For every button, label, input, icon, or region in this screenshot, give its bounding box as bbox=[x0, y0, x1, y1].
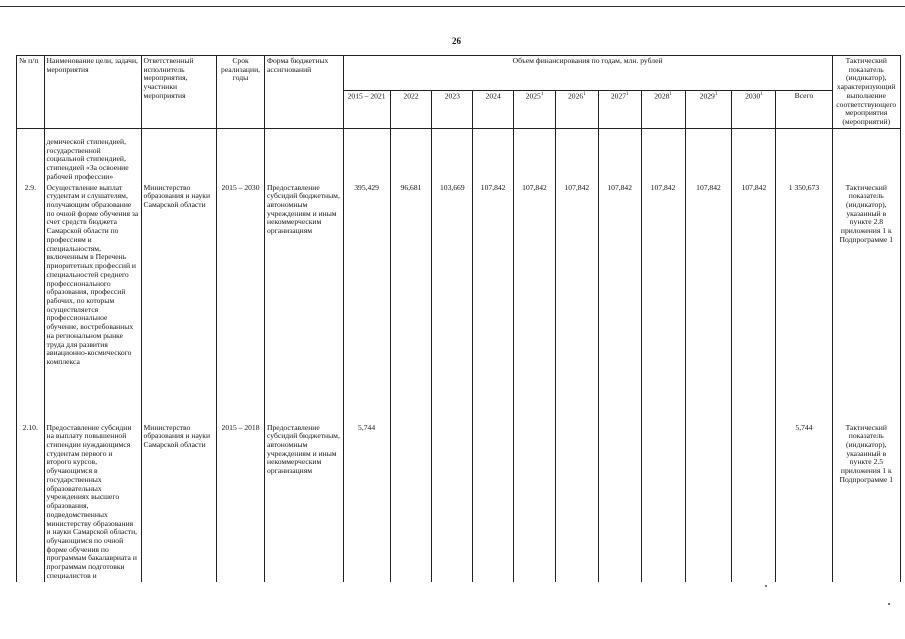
header-year: 2030$^1$ bbox=[732, 91, 776, 129]
row-value bbox=[732, 423, 776, 582]
header-year: 2023 bbox=[432, 91, 473, 129]
row-number: 2.10. bbox=[17, 423, 45, 582]
header-no: № п/п bbox=[17, 56, 45, 129]
row-value: 96,681 bbox=[390, 183, 432, 423]
row-term: 2015 – 2030 bbox=[217, 183, 265, 423]
row-value: 107,842 bbox=[641, 183, 685, 423]
header-year: 2028$^1$ bbox=[641, 91, 685, 129]
row-value bbox=[555, 423, 598, 582]
header-executor: Ответственный исполнитель мероприятия, участники мероприятия bbox=[141, 56, 217, 129]
row-total: 5,744 bbox=[776, 423, 832, 582]
funding-table bbox=[16, 55, 901, 582]
scan-speck bbox=[765, 585, 767, 587]
row-executor: Министерство образования и науки Самарской области bbox=[141, 423, 217, 582]
row-value bbox=[432, 423, 473, 582]
page-number: 26 bbox=[452, 36, 461, 46]
row-total: 1 350,673 bbox=[776, 183, 832, 423]
row-value bbox=[473, 423, 514, 582]
header-name: Наименование цели, задачи, мероприятия bbox=[44, 56, 141, 129]
header-year: 2022 bbox=[390, 91, 432, 129]
row-name: Предоставление субсидии на выплату повышенной стипендии нуждающимся студентам первого и второго курсов, обучающимся в государственных образовательных учреждениях высшего образования, подведомственных министерству образования и науки Самарской области, обучающимся по очной форме обучения по программам бакалавриата и программам подготовки специалистов и bbox=[44, 423, 141, 582]
row-value bbox=[641, 423, 685, 582]
row-value: 107,842 bbox=[473, 183, 514, 423]
row-name: Осуществление выплат студентам и слушателям, получающим образование по очной форме обучения за счет средств бюджета Самарской области по профессиям и специальностям, включенным в Перечень приоритетных профессий и специальностей среднего профессионального образования, профессий рабочих, по которым осуществляется профессиональное обучение, востребованных на региональном рынке труда для развития авиационно-космического комплекса bbox=[44, 183, 141, 423]
row-form: Предоставление субсидий бюджетным, автономным учреждениям и иным некоммерческим организациям bbox=[265, 423, 344, 582]
header-total: Всего bbox=[776, 91, 832, 129]
row-value: 107,842 bbox=[514, 183, 556, 423]
row-executor: Министерство образования и науки Самарской области bbox=[141, 183, 217, 423]
row-value bbox=[685, 423, 732, 582]
row-value bbox=[390, 423, 432, 582]
header-funding: Объем финансирования по годам, млн. рублей bbox=[343, 56, 832, 91]
row-indicator: Тактический показатель (индикатор), указанный в пункте 2.5 приложения 1 к Подпрограмме 1 bbox=[832, 423, 900, 582]
header-year: 2015 – 2021 bbox=[343, 91, 390, 129]
header-indicator: Тактический показатель (индикатор), характеризующий выполнение соответствующего мероприятия (мероприятий) bbox=[832, 56, 900, 129]
header-year: 2027$^1$ bbox=[598, 91, 641, 129]
row-value: 5,744 bbox=[343, 423, 390, 582]
top-rule bbox=[0, 6, 905, 7]
row-value: 107,842 bbox=[685, 183, 732, 423]
table-row bbox=[17, 183, 901, 423]
header-form: Форма бюджетных ассигнований bbox=[265, 56, 344, 129]
row-value bbox=[514, 423, 556, 582]
row-term: 2015 – 2018 bbox=[217, 423, 265, 582]
row-number: 2.9. bbox=[17, 183, 45, 423]
row-value bbox=[598, 423, 641, 582]
row-value: 107,842 bbox=[732, 183, 776, 423]
row-form: Предоставление субсидий бюджетным, автономным учреждениям и иным некоммерческим организациям bbox=[265, 183, 344, 423]
header-year: 2025$^1$ bbox=[514, 91, 556, 129]
header-term: Срок реализации, годы bbox=[217, 56, 265, 129]
row-value: 103,669 bbox=[432, 183, 473, 423]
row-value: 107,842 bbox=[598, 183, 641, 423]
row-value: 107,842 bbox=[555, 183, 598, 423]
row-indicator: Тактический показатель (индикатор), указанный в пункте 2.8 приложения 1 к Подпрограмме 1 bbox=[832, 183, 900, 423]
continuation-text: демической стипендией, государственной социальной стипендией, стипендией «За освоение рабочей профессии» bbox=[44, 137, 141, 183]
row-value: 395,429 bbox=[343, 183, 390, 423]
header-year: 2029$^1$ bbox=[685, 91, 732, 129]
table-row bbox=[17, 423, 901, 582]
scan-speck bbox=[888, 603, 890, 605]
header-year: 2026$^1$ bbox=[555, 91, 598, 129]
header-year: 2024 bbox=[473, 91, 514, 129]
